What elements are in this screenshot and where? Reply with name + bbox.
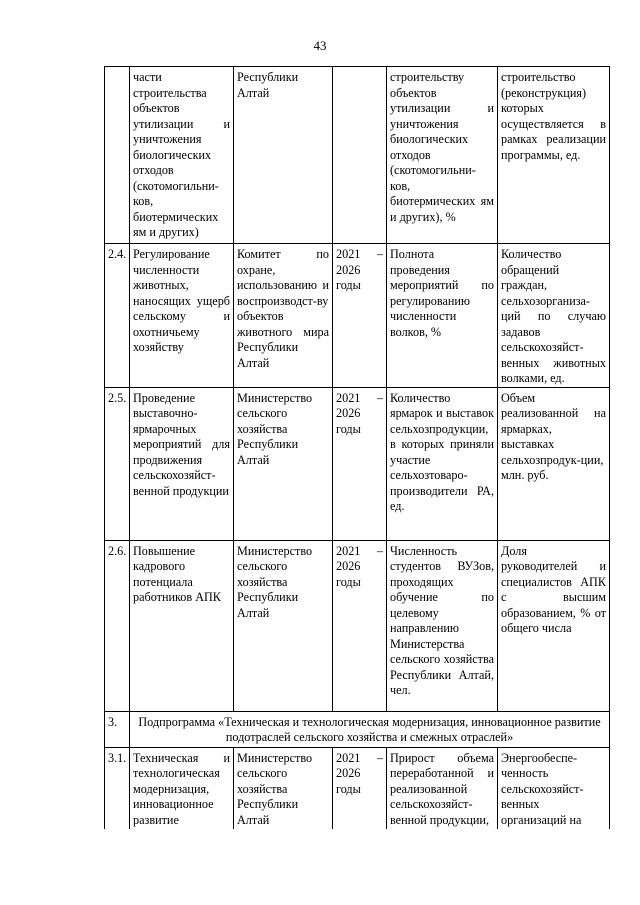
subprogram-title: Подпрограмма «Техническая и технологическая модернизация, инновационное развитие подотраслей сельского хозяйства и смежных отраслей» bbox=[130, 711, 610, 747]
row-number bbox=[105, 67, 130, 244]
table-row bbox=[105, 67, 610, 244]
target-indicator: Прирост объема переработанной и реализованной сельскохозяйст-венной продукции, bbox=[387, 747, 498, 829]
program-table bbox=[104, 66, 610, 829]
year-start: 2021 bbox=[336, 390, 361, 405]
table-row bbox=[105, 747, 610, 829]
year-end: 2026 годы bbox=[336, 406, 361, 436]
year-end: 2026 годы bbox=[336, 262, 361, 292]
year-start: 2021 bbox=[336, 247, 361, 261]
row-number: 2.5. bbox=[105, 387, 130, 540]
row-number: 2.4. bbox=[105, 244, 130, 388]
activity-name: Повышение кадрового потенциала работников АПК bbox=[130, 540, 234, 711]
responsible-executor: Комитет по охране, использованию и воспроизводст-ву объектов животного мира Республики Алтай bbox=[234, 244, 333, 388]
page-number: 43 bbox=[313, 38, 327, 53]
expected-result: Объем реализованной на ярмарках, выставках сельхозпродук-ции, млн. руб. bbox=[498, 387, 610, 540]
responsible-executor: Министерство сельского хозяйства Республики Алтай bbox=[234, 540, 333, 711]
implementation-period bbox=[333, 540, 387, 711]
table-row bbox=[105, 387, 610, 540]
implementation-period bbox=[333, 387, 387, 540]
target-indicator: Количество ярмарок и выставок сельхозпродукции, в которых приняли участие сельхозтоваро-производители РА, ед. bbox=[387, 387, 498, 540]
expected-result: строительство (реконструкция) которых осуществляется в рамках реализации программы, ед. bbox=[498, 67, 610, 244]
responsible-executor: Министерство сельского хозяйства Республики Алтай bbox=[234, 387, 333, 540]
implementation-period bbox=[333, 747, 387, 829]
activity-name: Техническая и технологическая модернизация, инновационное развитие bbox=[130, 747, 234, 829]
responsible-executor: Министерство сельского хозяйства Республики Алтай bbox=[234, 747, 333, 829]
target-indicator: строительству объектов утилизации и уничтожения биологических отходов (скотомогильни-ков, биотермических ям и других), % bbox=[387, 67, 498, 244]
activity-name: части строительства объектов утилизации и уничтожения биологических отходов (скотомогильни-ков, биотермических ям и других) bbox=[130, 67, 234, 244]
subprogram-row bbox=[105, 711, 610, 747]
expected-result: Энергообеспе-ченность сельскохозяйст-венных организаций на bbox=[498, 747, 610, 829]
year-start: 2021 bbox=[336, 543, 361, 558]
activity-name: Проведение выставочно-ярмарочных мероприятий для продвижения сельскохозяйст-венной продукции bbox=[130, 387, 234, 540]
activity-name: Регулирование численности животных, наносящих ущерб сельскому и охотничьему хозяйству bbox=[130, 244, 234, 388]
target-indicator: Численность студентов ВУЗов, проходящих обучение по целевому направлению Министерства сельского хозяйства Республики Алтай, чел. bbox=[387, 540, 498, 711]
year-end: 2026 годы bbox=[336, 766, 361, 796]
row-number: 3.1. bbox=[105, 747, 130, 829]
year-dash: – bbox=[376, 390, 383, 405]
row-number: 2.6. bbox=[105, 540, 130, 711]
expected-result: Доля руководителей и специалистов АПК с высшим образованием, % от общего числа bbox=[498, 540, 610, 711]
year-dash: – bbox=[376, 543, 383, 558]
implementation-period bbox=[333, 67, 387, 244]
implementation-period bbox=[333, 244, 387, 388]
target-indicator: Полнота проведения мероприятий по регулированию численности волков, % bbox=[387, 244, 498, 388]
year-start: 2021 bbox=[336, 750, 361, 765]
expected-result: Количество обращений граждан, сельхозорганиза-ций по случаю задавов сельскохозяйст-венных животных волками, ед. bbox=[498, 244, 610, 388]
responsible-executor: Республики Алтай bbox=[234, 67, 333, 244]
table-row bbox=[105, 540, 610, 711]
table-row bbox=[105, 244, 610, 388]
year-dash: – bbox=[376, 750, 383, 765]
year-dash: – bbox=[376, 247, 383, 261]
year-end: 2026 годы bbox=[336, 559, 361, 589]
row-number: 3. bbox=[105, 711, 130, 747]
